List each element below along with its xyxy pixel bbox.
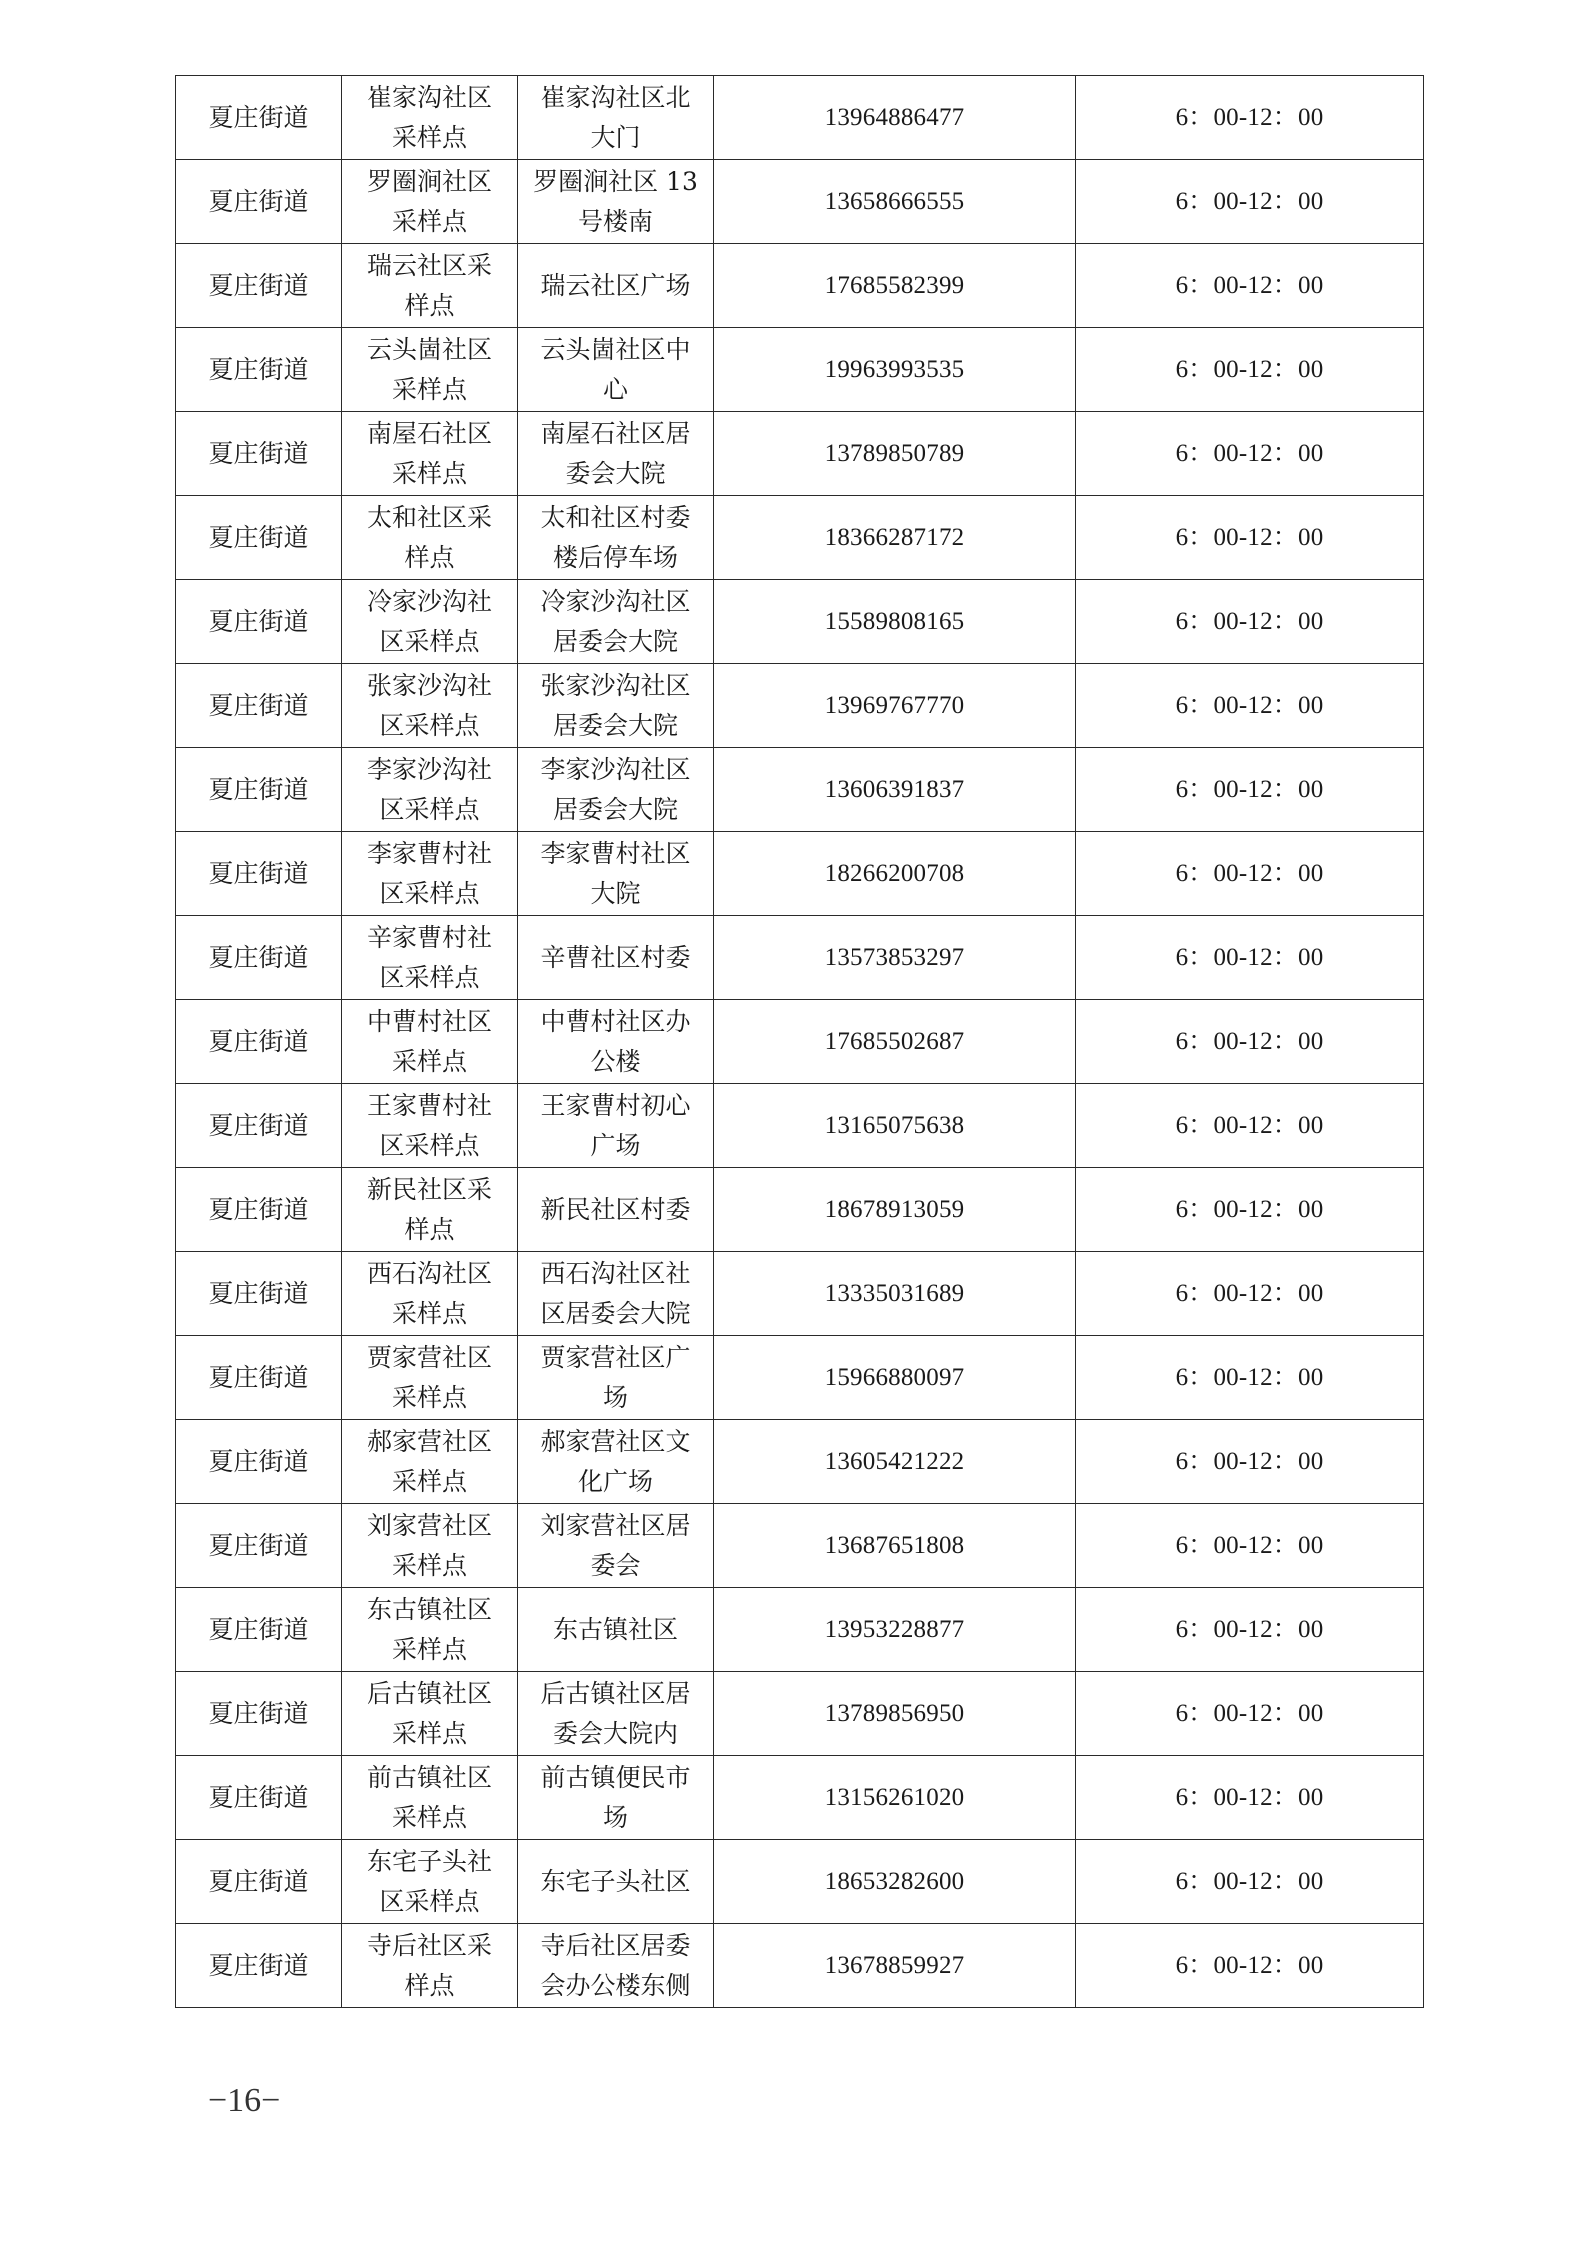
hours-cell: [1076, 580, 1424, 664]
phone-text: 18653282600: [824, 1867, 965, 1895]
street-text: 夏庄街道: [208, 1026, 309, 1056]
site-text: 辛家曹村社区采样点: [366, 922, 492, 992]
street-text: 夏庄街道: [208, 858, 309, 888]
street-text: 夏庄街道: [208, 1362, 309, 1392]
site-text: 贾家营社区采样点: [366, 1342, 492, 1412]
site-text: 中曹村社区采样点: [366, 1006, 492, 1076]
site-cell: [342, 1504, 518, 1588]
site-text: 瑞云社区采样点: [366, 250, 492, 320]
phone-text: 13573853297: [824, 943, 965, 971]
address-text: 东宅子头社区: [540, 1866, 691, 1896]
hours-text: 6：00-12：00: [1175, 187, 1324, 215]
street-cell: [176, 748, 342, 832]
site-cell: [342, 1252, 518, 1336]
phone-text: 18678913059: [824, 1195, 965, 1223]
address-cell: [518, 916, 714, 1000]
street-cell: [176, 1756, 342, 1840]
hours-cell: [1076, 496, 1424, 580]
site-text: 冷家沙沟社区采样点: [366, 586, 492, 656]
hours-cell: [1076, 1252, 1424, 1336]
hours-text: 6：00-12：00: [1175, 103, 1324, 131]
hours-text: 6：00-12：00: [1175, 607, 1324, 635]
address-text: 李家曹村社区大院: [540, 838, 691, 908]
table-row: [176, 1420, 1424, 1504]
site-cell: [342, 1084, 518, 1168]
address-text: 新民社区村委: [540, 1194, 691, 1224]
table-row: [176, 580, 1424, 664]
hours-cell: [1076, 76, 1424, 160]
site-cell: [342, 1840, 518, 1924]
phone-cell: [714, 1084, 1076, 1168]
table-row: [176, 1336, 1424, 1420]
site-cell: [342, 1756, 518, 1840]
phone-text: 13606391837: [824, 775, 965, 803]
phone-text: 18266200708: [824, 859, 965, 887]
site-text: 太和社区采样点: [366, 502, 492, 572]
address-text: 后古镇社区居委会大院内: [540, 1678, 691, 1748]
site-text: 李家曹村社区采样点: [366, 838, 492, 908]
address-cell: [518, 748, 714, 832]
phone-cell: [714, 832, 1076, 916]
address-cell: [518, 1168, 714, 1252]
hours-cell: [1076, 412, 1424, 496]
street-text: 夏庄街道: [208, 606, 309, 636]
hours-text: 6：00-12：00: [1175, 1867, 1324, 1895]
phone-text: 15589808165: [824, 607, 965, 635]
site-text: 西石沟社区采样点: [366, 1258, 492, 1328]
address-text: 李家沙沟社区居委会大院: [540, 754, 691, 824]
phone-text: 13605421222: [824, 1447, 965, 1475]
address-cell: [518, 412, 714, 496]
address-text: 前古镇便民市场: [540, 1762, 691, 1832]
street-cell: [176, 664, 342, 748]
hours-cell: [1076, 1420, 1424, 1504]
street-cell: [176, 76, 342, 160]
street-text: 夏庄街道: [208, 1278, 309, 1308]
address-text: 刘家营社区居委会: [540, 1510, 691, 1580]
phone-cell: [714, 328, 1076, 412]
street-text: 夏庄街道: [208, 354, 309, 384]
phone-text: 19963993535: [824, 355, 965, 383]
street-cell: [176, 1000, 342, 1084]
site-text: 李家沙沟社区采样点: [366, 754, 492, 824]
table-row: [176, 1840, 1424, 1924]
site-cell: [342, 1924, 518, 2008]
street-cell: [176, 1840, 342, 1924]
site-cell: [342, 1420, 518, 1504]
street-text: 夏庄街道: [208, 1530, 309, 1560]
hours-cell: [1076, 1756, 1424, 1840]
address-cell: [518, 1504, 714, 1588]
hours-text: 6：00-12：00: [1175, 691, 1324, 719]
phone-text: 13789856950: [824, 1699, 965, 1727]
street-cell: [176, 160, 342, 244]
street-text: 夏庄街道: [208, 1698, 309, 1728]
site-text: 罗圈涧社区采样点: [366, 166, 492, 236]
phone-cell: [714, 1588, 1076, 1672]
site-cell: [342, 1336, 518, 1420]
street-text: 夏庄街道: [208, 774, 309, 804]
site-text: 前古镇社区采样点: [366, 1762, 492, 1832]
street-cell: [176, 1084, 342, 1168]
table-row: [176, 1084, 1424, 1168]
address-cell: [518, 832, 714, 916]
hours-text: 6：00-12：00: [1175, 271, 1324, 299]
street-text: 夏庄街道: [208, 1110, 309, 1140]
site-cell: [342, 580, 518, 664]
hours-cell: [1076, 1672, 1424, 1756]
phone-cell: [714, 664, 1076, 748]
address-text: 中曹村社区办公楼: [540, 1006, 691, 1076]
street-cell: [176, 328, 342, 412]
phone-cell: [714, 916, 1076, 1000]
street-cell: [176, 1924, 342, 2008]
phone-cell: [714, 496, 1076, 580]
site-text: 张家沙沟社区采样点: [366, 670, 492, 740]
street-cell: [176, 1252, 342, 1336]
street-text: 夏庄街道: [208, 1446, 309, 1476]
table-row: [176, 832, 1424, 916]
site-cell: [342, 412, 518, 496]
sampling-sites-table: [175, 75, 1424, 2008]
site-cell: [342, 1168, 518, 1252]
phone-text: 17685502687: [824, 1027, 965, 1055]
hours-text: 6：00-12：00: [1175, 859, 1324, 887]
hours-cell: [1076, 1840, 1424, 1924]
hours-text: 6：00-12：00: [1175, 943, 1324, 971]
address-text: 瑞云社区广场: [540, 270, 691, 300]
hours-cell: [1076, 1084, 1424, 1168]
phone-text: 13953228877: [824, 1615, 965, 1643]
phone-cell: [714, 1168, 1076, 1252]
site-cell: [342, 1000, 518, 1084]
phone-cell: [714, 748, 1076, 832]
table-row: [176, 160, 1424, 244]
street-cell: [176, 580, 342, 664]
site-cell: [342, 76, 518, 160]
street-text: 夏庄街道: [208, 1194, 309, 1224]
street-text: 夏庄街道: [208, 1614, 309, 1644]
address-cell: [518, 1588, 714, 1672]
hours-text: 6：00-12：00: [1175, 1615, 1324, 1643]
phone-text: 13658666555: [824, 187, 965, 215]
street-text: 夏庄街道: [208, 1866, 309, 1896]
table-row: [176, 664, 1424, 748]
phone-cell: [714, 244, 1076, 328]
address-text: 云头崮社区中心: [540, 334, 691, 404]
address-cell: [518, 1756, 714, 1840]
street-cell: [176, 832, 342, 916]
table-row: [176, 244, 1424, 328]
hours-cell: [1076, 664, 1424, 748]
site-cell: [342, 160, 518, 244]
street-text: 夏庄街道: [208, 522, 309, 552]
site-text: 南屋石社区采样点: [366, 418, 492, 488]
phone-cell: [714, 1924, 1076, 2008]
site-text: 郝家营社区采样点: [366, 1426, 492, 1496]
site-text: 寺后社区采样点: [366, 1930, 492, 2000]
phone-cell: [714, 1252, 1076, 1336]
street-cell: [176, 1588, 342, 1672]
site-cell: [342, 244, 518, 328]
hours-text: 6：00-12：00: [1175, 1195, 1324, 1223]
address-text: 寺后社区居委会办公楼东侧: [540, 1930, 691, 2000]
page-number: −16−: [208, 2082, 281, 2119]
hours-cell: [1076, 1000, 1424, 1084]
street-cell: [176, 412, 342, 496]
address-text: 东古镇社区: [552, 1614, 678, 1644]
street-text: 夏庄街道: [208, 438, 309, 468]
table-row: [176, 1672, 1424, 1756]
phone-text: 13789850789: [824, 439, 965, 467]
address-text: 辛曹社区村委: [540, 942, 691, 972]
table-row: [176, 748, 1424, 832]
phone-cell: [714, 76, 1076, 160]
table-row: [176, 76, 1424, 160]
phone-text: 15966880097: [824, 1363, 965, 1391]
hours-text: 6：00-12：00: [1175, 1783, 1324, 1811]
phone-text: 17685582399: [824, 271, 965, 299]
hours-text: 6：00-12：00: [1175, 775, 1324, 803]
site-text: 东古镇社区采样点: [366, 1594, 492, 1664]
phone-cell: [714, 1840, 1076, 1924]
address-text: 郝家营社区文化广场: [540, 1426, 691, 1496]
phone-text: 13964886477: [824, 103, 965, 131]
address-text: 贾家营社区广场: [540, 1342, 691, 1412]
table-row: [176, 916, 1424, 1000]
phone-text: 13165075638: [824, 1111, 965, 1139]
address-cell: [518, 1336, 714, 1420]
site-text: 刘家营社区采样点: [366, 1510, 492, 1580]
address-text: 太和社区村委楼后停车场: [540, 502, 691, 572]
site-text: 新民社区采样点: [366, 1174, 492, 1244]
site-cell: [342, 496, 518, 580]
hours-text: 6：00-12：00: [1175, 1447, 1324, 1475]
address-text: 崔家沟社区北大门: [540, 82, 691, 152]
site-text: 崔家沟社区采样点: [366, 82, 492, 152]
table-row: [176, 1252, 1424, 1336]
hours-cell: [1076, 916, 1424, 1000]
hours-cell: [1076, 160, 1424, 244]
phone-cell: [714, 1420, 1076, 1504]
hours-cell: [1076, 1336, 1424, 1420]
table-row: [176, 1756, 1424, 1840]
table-row: [176, 412, 1424, 496]
site-cell: [342, 748, 518, 832]
phone-cell: [714, 1000, 1076, 1084]
hours-text: 6：00-12：00: [1175, 1699, 1324, 1727]
address-cell: [518, 160, 714, 244]
table-row: [176, 1000, 1424, 1084]
address-cell: [518, 328, 714, 412]
hours-text: 6：00-12：00: [1175, 1951, 1324, 1979]
phone-text: 13335031689: [824, 1279, 965, 1307]
hours-cell: [1076, 1588, 1424, 1672]
site-text: 云头崮社区采样点: [366, 334, 492, 404]
phone-cell: [714, 1504, 1076, 1588]
street-cell: [176, 1336, 342, 1420]
address-text: 罗圈涧社区 13 号楼南: [533, 166, 698, 236]
site-text: 东宅子头社区采样点: [366, 1846, 492, 1916]
site-cell: [342, 916, 518, 1000]
phone-cell: [714, 1336, 1076, 1420]
phone-text: 18366287172: [824, 523, 965, 551]
address-cell: [518, 1840, 714, 1924]
address-cell: [518, 76, 714, 160]
table-row: [176, 1588, 1424, 1672]
hours-text: 6：00-12：00: [1175, 523, 1324, 551]
table-row: [176, 1924, 1424, 2008]
street-text: 夏庄街道: [208, 186, 309, 216]
table-row: [176, 1504, 1424, 1588]
site-text: 后古镇社区采样点: [366, 1678, 492, 1748]
site-cell: [342, 1588, 518, 1672]
site-cell: [342, 328, 518, 412]
street-cell: [176, 496, 342, 580]
address-cell: [518, 664, 714, 748]
street-cell: [176, 916, 342, 1000]
address-text: 王家曹村初心广场: [540, 1090, 691, 1160]
hours-cell: [1076, 1504, 1424, 1588]
street-cell: [176, 244, 342, 328]
street-text: 夏庄街道: [208, 102, 309, 132]
hours-cell: [1076, 1924, 1424, 2008]
hours-cell: [1076, 244, 1424, 328]
phone-text: 13156261020: [824, 1783, 965, 1811]
site-cell: [342, 1672, 518, 1756]
phone-cell: [714, 160, 1076, 244]
address-cell: [518, 1672, 714, 1756]
table-body: [176, 76, 1424, 2008]
street-text: 夏庄街道: [208, 270, 309, 300]
phone-cell: [714, 412, 1076, 496]
address-text: 南屋石社区居委会大院: [540, 418, 691, 488]
phone-text: 13969767770: [824, 691, 965, 719]
hours-text: 6：00-12：00: [1175, 1531, 1324, 1559]
street-text: 夏庄街道: [208, 1782, 309, 1812]
address-cell: [518, 1420, 714, 1504]
table-row: [176, 328, 1424, 412]
phone-text: 13678859927: [824, 1951, 965, 1979]
hours-cell: [1076, 832, 1424, 916]
street-cell: [176, 1672, 342, 1756]
address-cell: [518, 1084, 714, 1168]
street-cell: [176, 1504, 342, 1588]
address-cell: [518, 1000, 714, 1084]
hours-text: 6：00-12：00: [1175, 1027, 1324, 1055]
address-text: 张家沙沟社区居委会大院: [540, 670, 691, 740]
street-cell: [176, 1420, 342, 1504]
hours-text: 6：00-12：00: [1175, 1111, 1324, 1139]
address-cell: [518, 1924, 714, 2008]
phone-cell: [714, 1756, 1076, 1840]
site-text: 王家曹村社区采样点: [366, 1090, 492, 1160]
site-cell: [342, 664, 518, 748]
hours-text: 6：00-12：00: [1175, 355, 1324, 383]
phone-cell: [714, 580, 1076, 664]
table-row: [176, 1168, 1424, 1252]
phone-text: 13687651808: [824, 1531, 965, 1559]
address-cell: [518, 1252, 714, 1336]
hours-text: 6：00-12：00: [1175, 439, 1324, 467]
site-cell: [342, 832, 518, 916]
hours-cell: [1076, 748, 1424, 832]
address-text: 西石沟社区社区居委会大院: [540, 1258, 691, 1328]
table-row: [176, 496, 1424, 580]
street-cell: [176, 1168, 342, 1252]
address-cell: [518, 244, 714, 328]
street-text: 夏庄街道: [208, 1950, 309, 1980]
hours-cell: [1076, 328, 1424, 412]
street-text: 夏庄街道: [208, 942, 309, 972]
street-text: 夏庄街道: [208, 690, 309, 720]
hours-text: 6：00-12：00: [1175, 1363, 1324, 1391]
phone-cell: [714, 1672, 1076, 1756]
address-text: 冷家沙沟社区居委会大院: [540, 586, 691, 656]
hours-text: 6：00-12：00: [1175, 1279, 1324, 1307]
hours-cell: [1076, 1168, 1424, 1252]
address-cell: [518, 580, 714, 664]
address-cell: [518, 496, 714, 580]
